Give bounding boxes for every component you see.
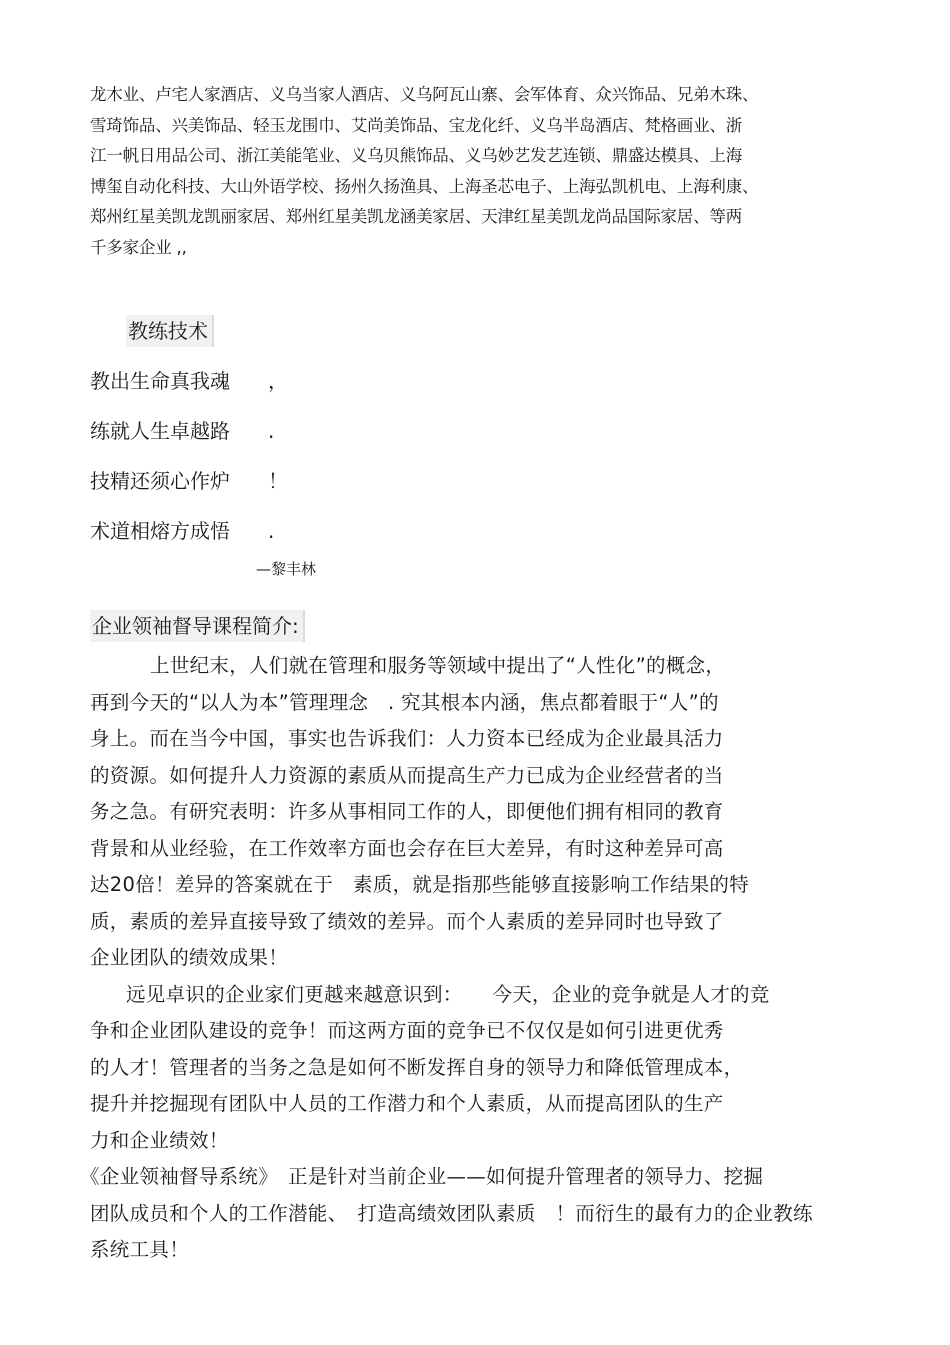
paragraph-line: 《企业领袖督导系统》 正是针对当前企业——如何提升管理者的领导力、挖掘 — [80, 1165, 764, 1188]
client-list-line: 千多家企业 ,, — [90, 237, 187, 257]
client-list-line: 龙木业、卢宅人家酒店、义乌当家人酒店、义乌阿瓦山寨、会军体育、众兴饰品、兄弟木珠、 — [90, 85, 759, 104]
client-list-line: 郑州红星美凯龙凯丽家居、郑州红星美凯龙涵美家居、天津红星美凯龙尚品国际家居、等两 — [90, 207, 743, 226]
poem-line — [90, 362, 288, 412]
poem-line-text: 技精还须心作炉 — [90, 469, 230, 493]
course-intro-body — [80, 648, 860, 1269]
poem-line-text: 术道相熔方成悟 — [90, 519, 230, 543]
client-list — [90, 80, 850, 263]
poem-line-punct: ， — [268, 369, 288, 393]
coaching-heading: 教练技术 — [126, 315, 214, 347]
poem-line — [90, 512, 288, 562]
client-list-line: 江一帆日用品公司、浙江美能笔业、义乌贝熊饰品、义乌妙艺发艺连锁、鼎盛达模具、上海 — [90, 146, 743, 165]
paragraph-line: 再到今天的“以人为本”管理理念 . 究其根本内涵，焦点都着眼于“人”的 — [90, 690, 719, 714]
poem-line — [90, 462, 288, 512]
paragraph-line: 的资源。如何提升人力资源的素质从而提高生产力已成为企业经营者的当 — [90, 763, 724, 787]
paragraph-line: 上世纪末，人们就在管理和服务等领域中提出了“人性化”的概念， — [150, 654, 726, 677]
paragraph-line: 争和企业团队建设的竞争！而这两方面的竞争已不仅仅是如何引进更优秀 — [90, 1019, 724, 1042]
poem-line-punct: ！ — [268, 469, 288, 493]
paragraph-line: 达20倍！差异的答案就在于 素质，就是指那些能够直接影响工作结果的特 — [90, 873, 750, 896]
paragraph-line: 系统工具！ — [90, 1238, 190, 1261]
paragraph-line: 企业团队的绩效成果！ — [90, 946, 289, 969]
paragraph-line: 力和企业绩效！ — [90, 1128, 229, 1152]
paragraph-line: 背景和从业经验，在工作效率方面也会存在巨大差异，有时这种差异可高 — [90, 836, 724, 860]
paragraph-line: 质，素质的差异直接导致了绩效的差异。而个人素质的差异同时也导致了 — [90, 909, 724, 933]
poem-line-punct: . — [268, 419, 275, 443]
client-list-line: 博玺自动化科技、大山外语学校、扬州久扬渔具、上海圣芯电子、上海弘凯机电、上海利康、 — [90, 176, 759, 196]
paragraph-line: 务之急。有研究表明：许多从事相同工作的人，即便他们拥有相同的教育 — [90, 800, 724, 823]
paragraph-line: 身上。而在当今中国，事实也告诉我们：人力资本已经成为企业最具活力 — [90, 727, 724, 750]
paragraph-line: 提升并挖掘现有团队中人员的工作潜力和个人素质，从而提高团队的生产 — [90, 1092, 724, 1115]
coaching-poem — [90, 362, 288, 562]
poem-line-punct: . — [268, 519, 275, 543]
poem-line-text: 练就人生卓越路 — [90, 419, 230, 443]
poem-line-text: 教出生命真我魂 — [90, 369, 230, 393]
paragraph-line: 团队成员和个人的工作潜能、 打造高绩效团队素质 ！而衍生的最有力的企业教练 — [90, 1201, 813, 1225]
poem-line — [90, 412, 288, 462]
client-list-line: 雪琦饰品、兴美饰品、轻玉龙围巾、艾尚美饰品、宝龙化纤、义乌半岛酒店、梵格画业、浙 — [90, 115, 743, 135]
paragraph-line: 远见卓识的企业家们更越来越意识到： 今天，企业的竞争就是人才的竞 — [126, 982, 770, 1006]
poem-author: —黎丰林 — [256, 560, 317, 578]
paragraph-line: 的人才！管理者的当务之急是如何不断发挥自身的领导力和降低管理成本， — [90, 1055, 744, 1079]
course-intro-heading: 企业领袖督导课程简介: — [90, 610, 305, 642]
